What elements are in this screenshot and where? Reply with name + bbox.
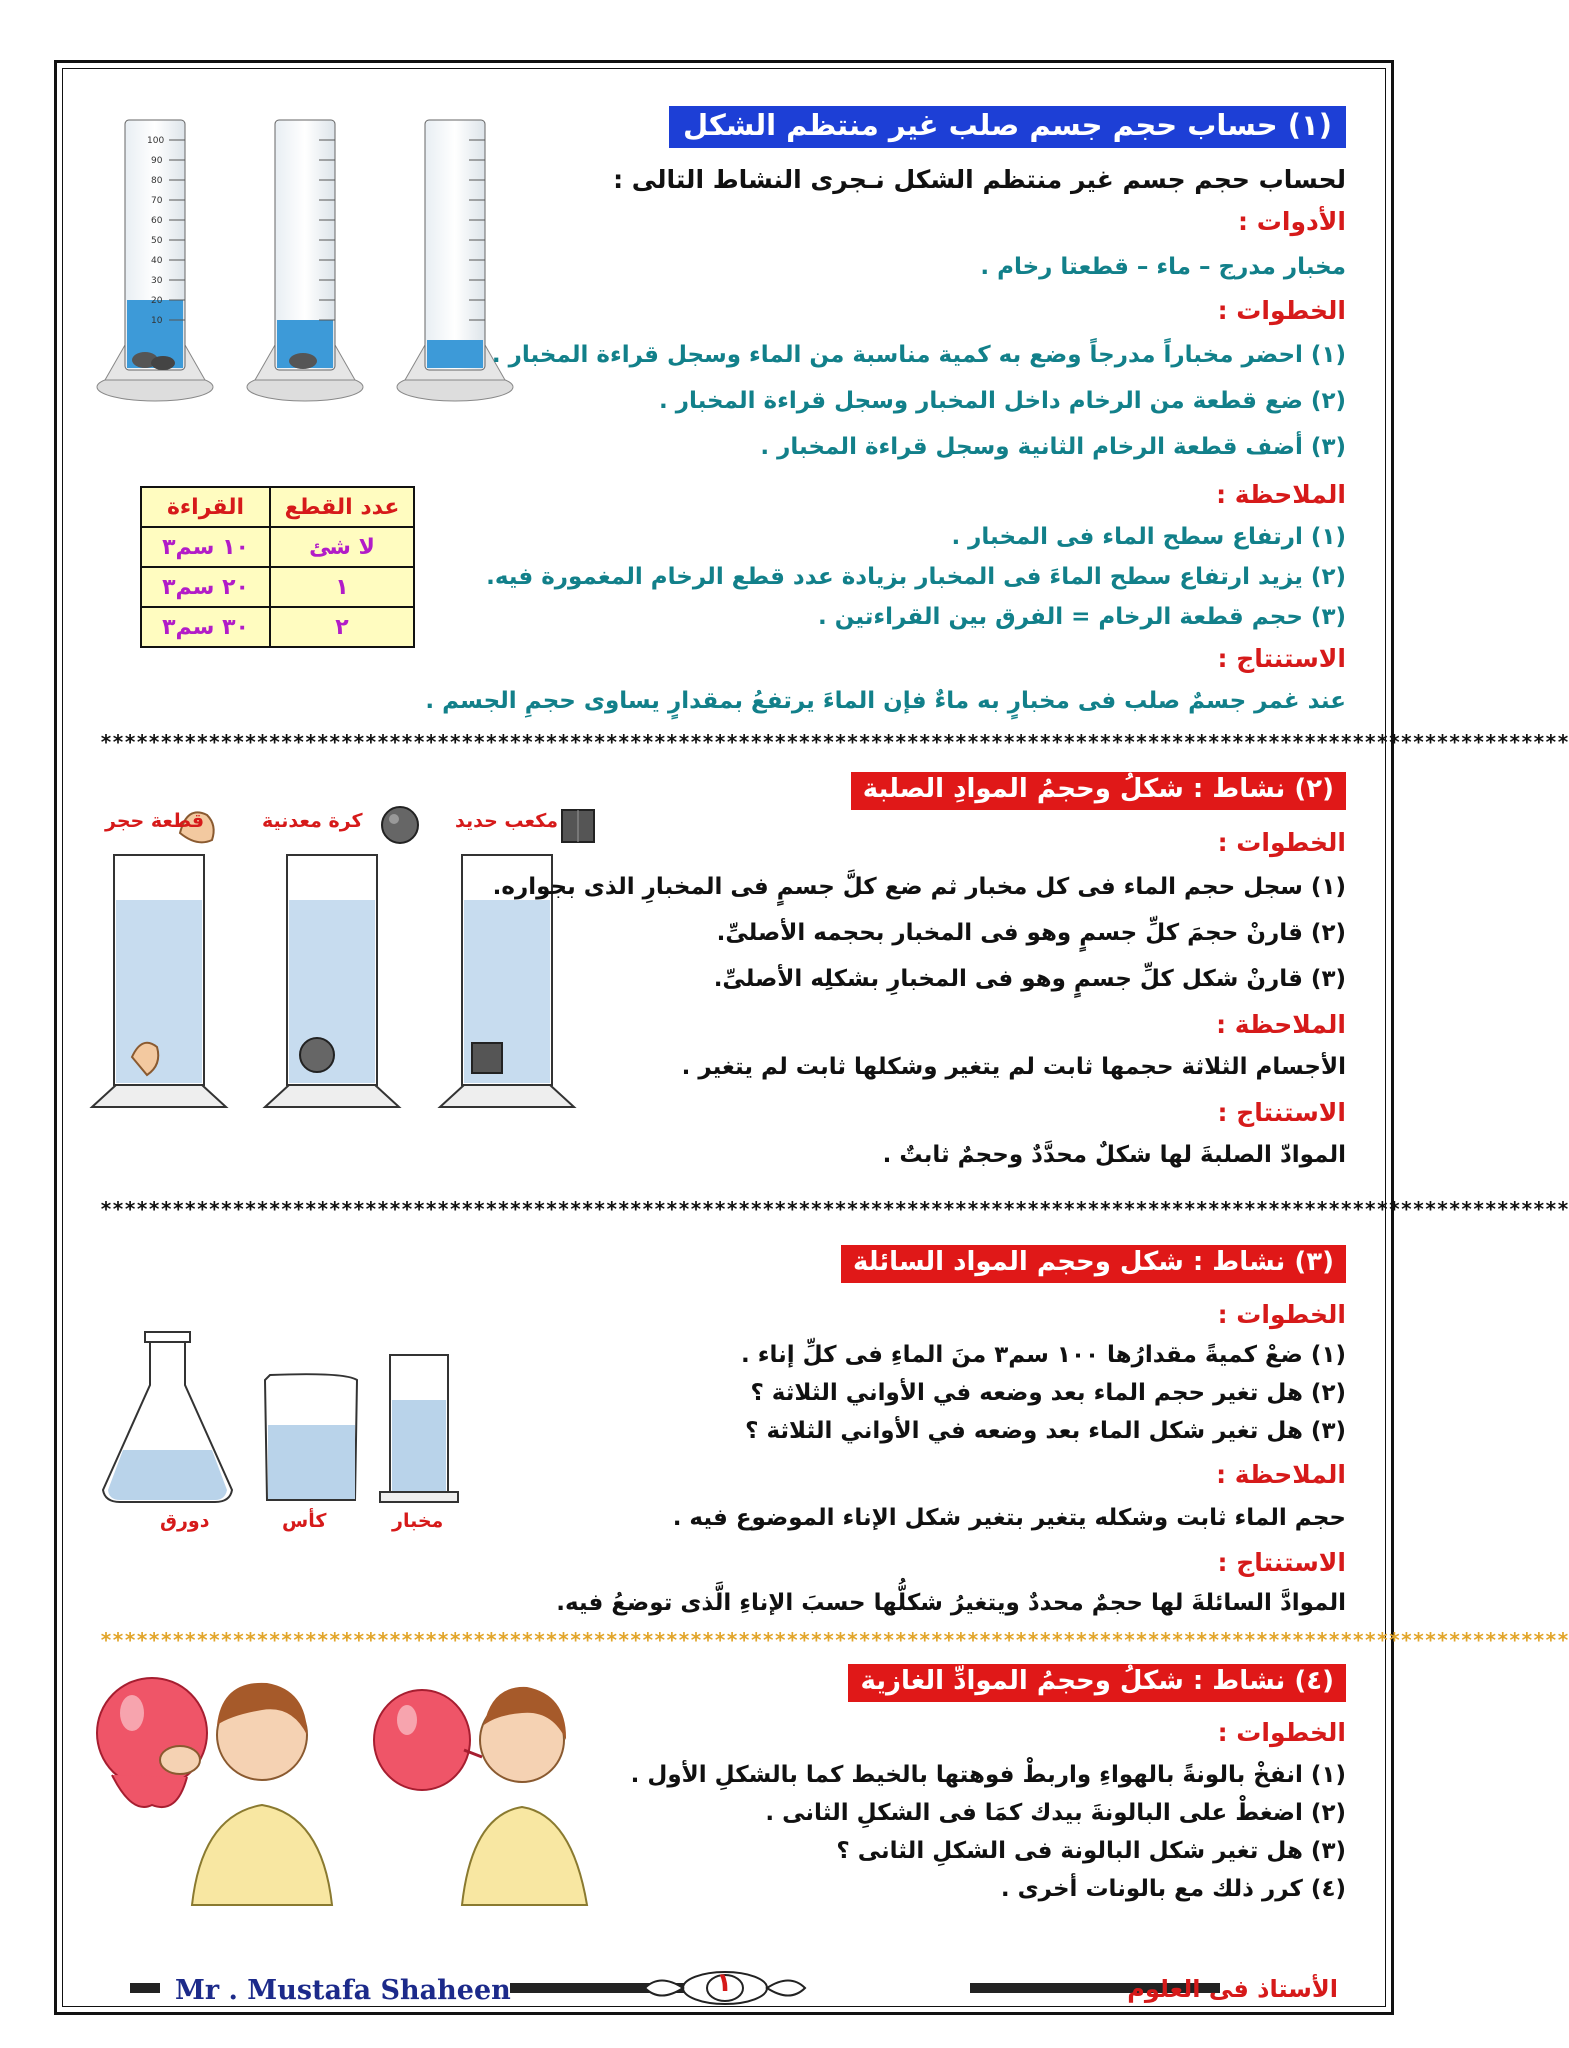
label-iron-cube: مكعب حديد xyxy=(455,810,559,832)
section2-observation-heading: الملاحظة : xyxy=(1216,1010,1346,1039)
cylinder-two xyxy=(247,120,363,401)
section1-conclusion-heading: الاستنتاج : xyxy=(1217,644,1346,673)
section2-steps-heading: الخطوات : xyxy=(1217,828,1346,857)
section4-steps-heading: الخطوات : xyxy=(1217,1718,1346,1747)
flask-icon xyxy=(103,1332,232,1502)
section1-title: (١) حساب حجم جسم صلب غير منتظم الشكل xyxy=(669,106,1346,148)
beaker-icon xyxy=(265,1374,357,1500)
section1-step-3: (٣) أضف قطعة الرخام الثانية وسجل قراءة المخبار . xyxy=(760,434,1346,460)
table-cell: ٢٠ سم٣ xyxy=(141,567,270,607)
section4-step-4: (٤) كرر ذلك مع بالونات أخرى . xyxy=(1000,1876,1346,1902)
section1-intro: لحساب حجم جسم غير منتظم الشكل نـجرى النشاط التالى : xyxy=(613,165,1346,194)
section3-conclusion-heading: الاستنتاج : xyxy=(1217,1548,1346,1577)
scale-label-80: 80 xyxy=(151,176,163,186)
section1-observation-3: (٣) حجم قطعة الرخام = الفرق بين القراءتين . xyxy=(817,604,1346,630)
section2-conclusion-heading: الاستنتاج : xyxy=(1217,1098,1346,1127)
section1-observation-2: (٢) يزيد ارتفاع سطح الماءَ فى المخبار بزيادة عدد قطع الرخام المغمورة فيه. xyxy=(486,564,1346,590)
section1-step-2: (٢) ضع قطعة من الرخام داخل المخبار وسجل قراءة المخبار . xyxy=(658,388,1346,414)
table-cell: ٢ xyxy=(270,607,414,647)
liquids-illustration xyxy=(95,1260,475,1510)
cylinder-one xyxy=(97,120,213,401)
metal-ball-icon xyxy=(382,807,418,843)
section3-observation: حجم الماء ثابت وشكله يتغير بتغير شكل الإناء الموضوع فيه . xyxy=(672,1505,1346,1531)
solid-cylinder-stone xyxy=(92,855,226,1107)
section4-step-1: (١) انفخْ بالونةً بالهواءِ واربطْ فوهتها بالخيط كما بالشكلِ الأول . xyxy=(630,1762,1346,1788)
table-cell: ١٠ سم٣ xyxy=(141,527,270,567)
table-header-pieces: عدد القطع xyxy=(270,487,414,527)
table-cell: لا شئ xyxy=(270,527,414,567)
label-metal-ball: كرة معدنية xyxy=(262,810,363,832)
iron-cube-icon xyxy=(562,810,594,842)
page-number: ١ xyxy=(716,1968,732,1998)
section1-tools-heading: الأدوات : xyxy=(1238,207,1346,236)
cylinder-icon xyxy=(380,1355,458,1502)
section1-steps-heading: الخطوات : xyxy=(1217,296,1346,325)
separator-2: ************************************************************************************************************************** xyxy=(100,1197,1569,1221)
section1-tools: مخبار مدرج – ماء – قطعتا رخام . xyxy=(980,254,1346,280)
table-row xyxy=(141,527,414,567)
table-row xyxy=(141,607,414,647)
section2-conclusion: الموادّ الصلبةَ لها شكلٌ محدَّدٌ وحجمٌ ثابتٌ . xyxy=(882,1142,1346,1168)
label-stone-piece: قطعة حجر xyxy=(105,810,205,832)
section3-steps-heading: الخطوات : xyxy=(1217,1300,1346,1329)
solid-cylinder-ball xyxy=(265,855,399,1107)
label-beaker: كأس xyxy=(282,1510,327,1532)
section3-step-3: (٣) هل تغير شكل الماء بعد وضعه في الأواني الثلاثة ؟ xyxy=(745,1418,1346,1444)
balloon-squeezed-icon xyxy=(97,1678,207,1807)
child-figure-two xyxy=(462,1687,587,1905)
separator-3: ************************************************************************************************************************** xyxy=(100,1628,1569,1652)
balloon-inflated-icon xyxy=(374,1690,482,1790)
section1-conclusion: عند غمر جسمٌ صلب فى مخبارٍ به ماءٌ فإن الماءَ يرتفعُ بمقدارٍ يساوى حجمِ الجسم . xyxy=(425,688,1346,714)
label-cylinder: مخبار xyxy=(392,1510,444,1532)
table-header-reading: القراءة xyxy=(141,487,270,527)
scale-label-10: 10 xyxy=(151,316,163,326)
footer-subject: الأستاذ فى العلوم xyxy=(1127,1975,1338,2003)
section1-observation-heading: الملاحظة : xyxy=(1216,480,1346,509)
section4-title: (٤) نشاط : شكلُ وحجمُ الموادِّ الغازية xyxy=(848,1664,1346,1702)
scale-label-40: 40 xyxy=(151,256,163,266)
separator-1: ************************************************************************************************************************** xyxy=(100,730,1569,754)
section2-step-1: (١) سجل حجم الماء فى كل مخبار ثم ضع كلَّ جسمٍ فى المخبارِ الذى بجواره. xyxy=(492,874,1346,900)
section3-observation-heading: الملاحظة : xyxy=(1216,1460,1346,1489)
section3-step-2: (٢) هل تغير حجم الماء بعد وضعه في الأواني الثلاثة ؟ xyxy=(750,1380,1346,1406)
section2-title: (٢) نشاط : شكلُ وحجمُ الموادِ الصلبة xyxy=(851,772,1346,810)
cylinders-illustration xyxy=(95,105,515,415)
scale-label-90: 90 xyxy=(151,156,163,166)
table-cell: ٣٠ سم٣ xyxy=(141,607,270,647)
solids-illustration xyxy=(92,785,612,1110)
readings-table xyxy=(140,486,415,648)
section3-conclusion: الموادَّ السائلةَ لها حجمٌ محددٌ ويتغيرُ شكلُّها حسبَ الإناءِ الَّذى توضعُ فيه. xyxy=(556,1590,1346,1616)
section2-step-2: (٢) قارنْ حجمَ كلِّ جسمٍ وهو فى المخبار بحجمه الأصلىِّ. xyxy=(716,920,1346,946)
section1-observation-1: (١) ارتفاع سطح الماء فى المخبار . xyxy=(951,524,1346,550)
table-header-row xyxy=(141,487,414,527)
footer-author: Mr . Mustafa Shaheen xyxy=(175,1975,511,2006)
scale-label-20: 20 xyxy=(151,296,163,306)
section3-step-1: (١) ضعْ كميةً مقدارُها ١٠٠ سم٣ منَ الماءِ فى كلِّ إناء . xyxy=(740,1342,1346,1368)
section3-title: (٣) نشاط : شكل وحجم المواد السائلة xyxy=(841,1245,1346,1283)
scale-label-60: 60 xyxy=(151,216,163,226)
section4-step-2: (٢) اضغطْ على البالونةَ بيدك كمَا فى الشكلِ الثانى . xyxy=(765,1800,1346,1826)
section1-step-1: (١) احضر مخباراً مدرجاً وضع به كمية مناسبة من الماء وسجل قراءة المخبار . xyxy=(491,342,1346,368)
table-row xyxy=(141,567,414,607)
balloon-illustration xyxy=(92,1665,592,1905)
table-cell: ١ xyxy=(270,567,414,607)
scale-label-70: 70 xyxy=(151,196,163,206)
scale-label-100: 100 xyxy=(147,136,165,146)
scale-label-30: 30 xyxy=(151,276,163,286)
section4-step-3: (٣) هل تغير شكل البالونة فى الشكلِ الثانى ؟ xyxy=(836,1838,1346,1864)
section2-observation: الأجسام الثلاثة حجمها ثابت لم يتغير وشكلها ثابت لم يتغير . xyxy=(681,1054,1346,1080)
scale-label-50: 50 xyxy=(151,236,163,246)
section2-step-3: (٣) قارنْ شكل كلِّ جسمٍ وهو فى المخبارِ بشكلِه الأصلىِّ. xyxy=(713,966,1346,992)
label-flask: دورق xyxy=(160,1510,210,1532)
